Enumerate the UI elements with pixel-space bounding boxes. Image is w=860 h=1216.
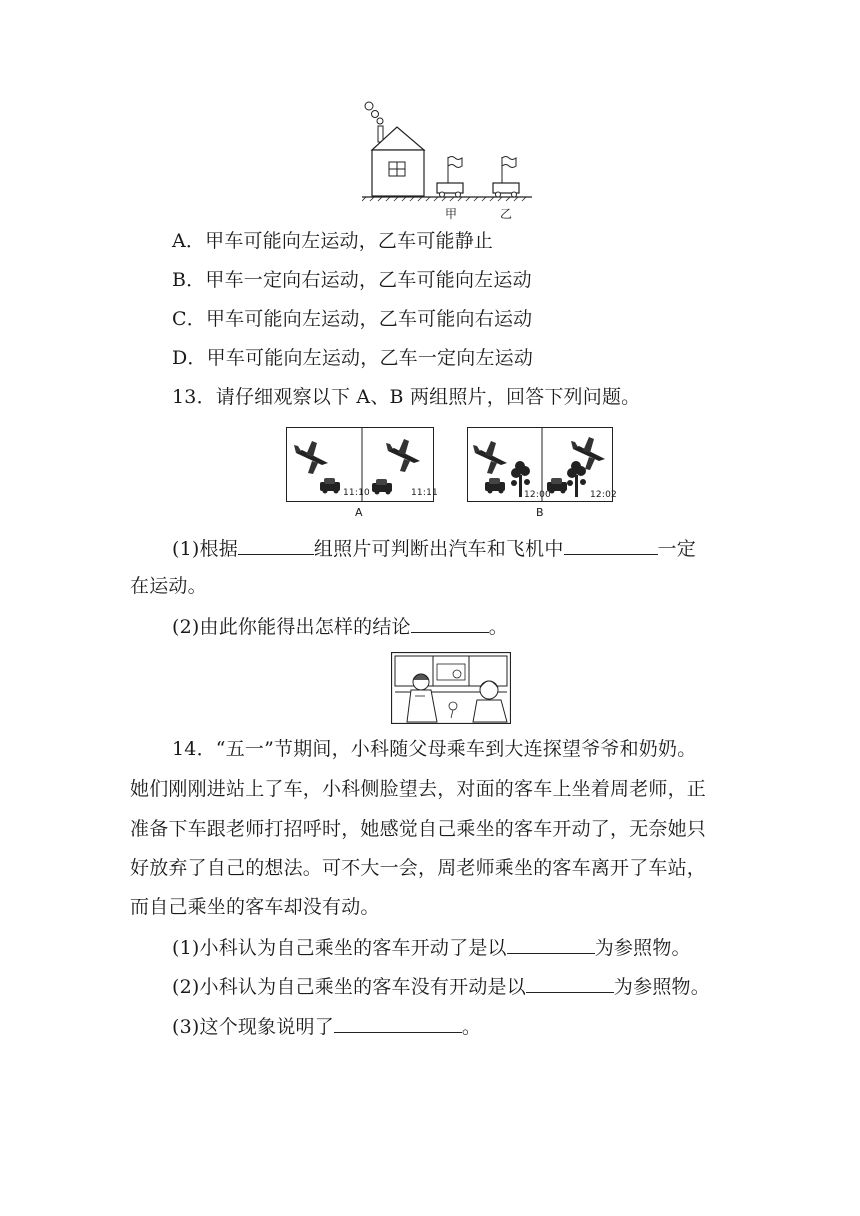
smoke-circle xyxy=(365,102,373,110)
q14-line-4: 好放弃了自己的想法。可不大一会，周老师乘坐的客车离开了车站， xyxy=(130,857,707,879)
answer-blank[interactable] xyxy=(507,935,595,954)
q14-part2: (2)小科认为自己乘坐的客车没有开动是以 为参照物。 xyxy=(172,976,710,998)
q14-line-3: 准备下车跟老师打招呼时，她感觉自己乘坐的客车开动了，无奈她只 xyxy=(130,818,707,840)
smoke-circle xyxy=(377,118,383,124)
label-jia: 甲 xyxy=(445,207,458,221)
chimney xyxy=(378,126,383,142)
q14-part3: (3)这个现象说明了 。 xyxy=(172,1016,482,1038)
house-carts-figure xyxy=(362,100,532,218)
q13-part1-cont: 在运动。 xyxy=(130,575,207,597)
option-c: C．甲车可能向左运动，乙车可能向右运动 xyxy=(172,308,533,330)
answer-blank[interactable] xyxy=(411,614,489,633)
photo-time-4: 12:02 xyxy=(590,490,617,500)
answer-blank[interactable] xyxy=(564,536,658,555)
q13-part2: (2)由此你能得出怎样的结论 。 xyxy=(172,616,508,638)
flag-jia xyxy=(448,157,462,168)
photo-time-2: 11:11 xyxy=(411,488,438,498)
photo-time-1: 11:10 xyxy=(343,488,370,498)
photo-time-3: 12:00 xyxy=(524,490,551,500)
q13-part1: (1)根据 组照片可判断出汽车和飞机中 一定 xyxy=(172,538,696,560)
flag-yi xyxy=(502,157,516,168)
answer-blank[interactable] xyxy=(334,1014,462,1033)
cart-jia xyxy=(437,157,463,198)
label-yi: 乙 xyxy=(500,207,513,221)
q14-part1: (1)小科认为自己乘坐的客车开动了是以 为参照物。 xyxy=(172,937,691,959)
option-a: A．甲车可能向左运动，乙车可能静止 xyxy=(172,230,494,252)
cart-yi xyxy=(493,157,519,198)
q14-line-5: 而自己乘坐的客车却没有动。 xyxy=(130,896,380,918)
question-13-stem: 13．请仔细观察以下 A、B 两组照片，回答下列问题。 xyxy=(172,386,641,408)
option-b: B．甲车一定向右运动，乙车可能向左运动 xyxy=(172,269,532,291)
smoke-circle xyxy=(372,111,379,118)
option-d: D．甲车可能向左运动，乙车一定向左运动 xyxy=(172,347,534,369)
q14-line-1: 14．“五一”节期间，小科随父母乘车到大连探望爷爷和奶奶。 xyxy=(172,738,697,760)
bus-window-figure xyxy=(391,652,511,724)
caption-b: B xyxy=(536,506,544,519)
q14-line-2: 她们刚刚进站上了车，小科侧脸望去，对面的客车上坐着周老师，正 xyxy=(130,778,707,800)
answer-blank[interactable] xyxy=(526,974,614,993)
answer-blank[interactable] xyxy=(238,536,314,555)
caption-a: A xyxy=(355,506,363,519)
ground-hatch xyxy=(362,197,526,201)
